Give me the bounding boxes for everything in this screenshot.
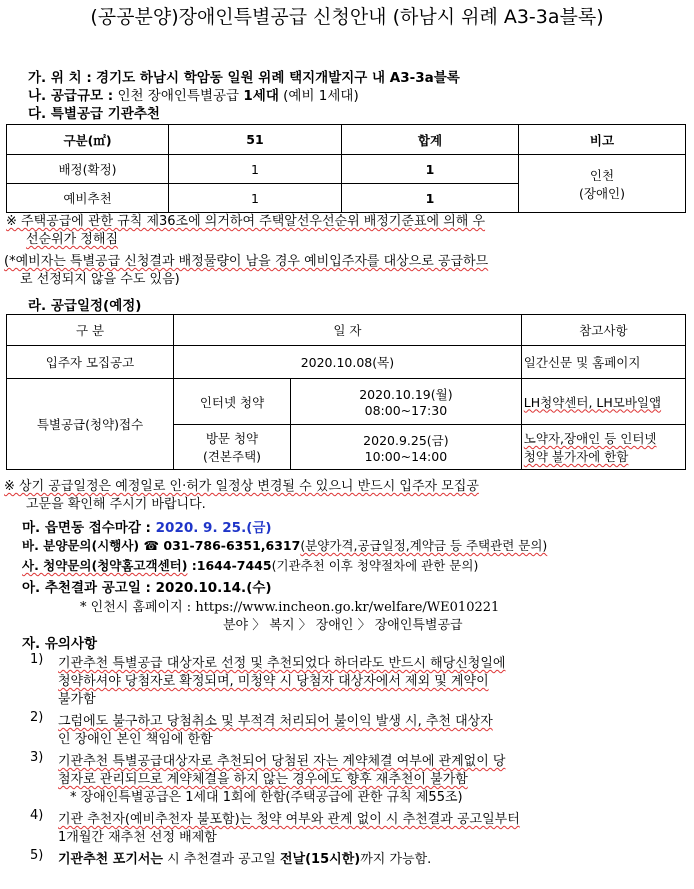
row-value-51: 1 — [169, 155, 342, 184]
date-visit-time: 10:00~14:00 — [364, 448, 448, 464]
table-row — [7, 155, 686, 184]
supply-scale-row — [28, 84, 359, 104]
ref-visit — [521, 425, 685, 470]
ref-visit-line2: 청약 불가자에 한함 — [523, 449, 629, 464]
col-header-remark: 비고 — [519, 125, 686, 155]
table-row — [7, 379, 686, 425]
supply-scale-post: (예비 1세대) — [278, 88, 359, 104]
col-header-type: 구분(㎡) — [7, 125, 169, 155]
deadline-value: 2020. 9. 25.(금) — [155, 520, 272, 536]
method-visit-line2: (견본주택) — [202, 449, 262, 464]
inquiry-developer-row — [22, 536, 547, 554]
note-reserve-line2: 로 선정되지 않을 수도 있음) — [20, 272, 180, 287]
table-row — [7, 346, 686, 379]
col-header-category: 구 분 — [7, 315, 174, 346]
col-header-51: 51 — [169, 125, 342, 155]
ref-visit-line1: 노약자,장애인 등 인터넷 — [523, 431, 657, 446]
waiver-deadline: 전날(15시한) — [280, 852, 361, 867]
row-total: 1 — [342, 155, 519, 184]
list-item-line: 그럼에도 불구하고 당첨취소 및 부적격 처리되어 불이익 발생 시, 추천 대상자 — [58, 714, 493, 729]
institution-recommend-heading: 다. 특별공급 기관추천 — [28, 106, 160, 122]
row-reference: 일간신문 및 홈페이지 — [521, 346, 685, 379]
precautions-heading: 자. 유의사항 — [22, 636, 98, 652]
deadline-row — [22, 516, 272, 536]
list-item-line — [58, 848, 431, 867]
allocation-table — [6, 124, 686, 213]
note-reserve-line1: (*예비자는 특별공급 신청결과 배정물량이 남을 경우 예비입주자를 대상으로 공급하므 — [4, 254, 489, 269]
list-item-line: 기관추천 특별공급대상자로 추천되어 당첨된 자는 계약체결 여부에 관계없이 당 — [58, 754, 506, 769]
col-header-reference: 참고사항 — [521, 315, 685, 346]
list-item-line: 인 장애인 본인 책임에 한함 — [58, 732, 213, 747]
list-item-line: 1개월간 재추천 선정 배제함 — [58, 830, 217, 845]
date-internet-day: 2020.10.19(월) — [359, 387, 453, 402]
announcement-value: 2020.10.14.(수) — [155, 580, 272, 596]
page-title: (공공분양)장애인특별공급 신청안내 (하남시 위례 A3-3a블록) — [90, 6, 604, 28]
list-item-line: * 장애인특별공급은 1세대 1회에 한함(주택공급에 관한 규칙 제55조) — [70, 790, 463, 805]
note-priority — [6, 213, 485, 249]
list-item-line: 청약하셔야 당첨자로 확정되며, 미청약 시 당첨자 대상자에서 제외 및 계약이 — [58, 674, 489, 689]
location-value: 경기도 하남시 학암동 일원 위례 택지개발지구 내 A3-3a블록 — [96, 70, 460, 86]
row-label: 예비추천 — [7, 184, 169, 213]
waiver-bold: 기관추천 포기서는 — [58, 852, 163, 867]
list-item-num: 1) — [30, 652, 44, 667]
supply-scale-bold: 1세대 — [243, 88, 279, 104]
date-visit-day: 2020.9.25(금) — [363, 432, 449, 448]
row-label: 배정(확정) — [7, 155, 169, 184]
row-total: 1 — [342, 184, 519, 213]
date-internet-time: 08:00~17:30 — [364, 403, 448, 418]
website-path: 분야 〉 복지 〉 장애인 〉 장애인특별공급 — [223, 618, 463, 633]
list-item-line: 첨자로 관리되므로 계약체결을 하지 않는 경우에도 향후 재추천이 불가함 — [58, 772, 468, 787]
inquiry-applyhome-value: :1644-7445 — [187, 558, 272, 573]
waiver-mid: 시 추천결과 공고일 — [163, 852, 280, 867]
location-label: 가. 위 치 : — [28, 70, 92, 86]
row-date: 2020.10.08(목) — [174, 346, 522, 379]
row-value-51: 1 — [169, 184, 342, 213]
inquiry-applyhome-label: 사. 청약문의(청약홈고객센터) — [22, 558, 188, 573]
location-row — [28, 66, 460, 86]
list-item-num: 5) — [30, 848, 44, 863]
waiver-end: 까지 가능함. — [360, 852, 432, 867]
note-schedule-line1: ※ 상기 공급일정은 예정일로 인·허가 일정상 변경될 수 있으니 반드시 입주자 모집공 — [4, 479, 479, 494]
ref-internet: LH청약센터, LH모바일앱 — [521, 379, 685, 425]
method-visit-line1: 방문 청약 — [205, 431, 259, 446]
website-line[interactable]: * 인천시 홈페이지 : https://www.incheon.go.kr/welfare/WE010221 — [80, 600, 500, 615]
note-schedule-line2: 고문을 확인해 주시기 바랍니다. — [26, 497, 206, 512]
remark-cell — [519, 155, 686, 213]
announcement-label: 아. 추천결과 공고일 : — [22, 580, 156, 596]
col-header-total: 합계 — [342, 125, 519, 155]
supply-scale-pre: 인천 장애인특별공급 — [117, 88, 244, 104]
supply-scale-label: 나. 공급규모 : — [28, 88, 114, 104]
deadline-label: 마. 읍면동 접수마감 : — [22, 520, 156, 536]
method-visit — [174, 425, 291, 470]
inquiry-applyhome-row — [22, 556, 478, 574]
announcement-row — [22, 576, 272, 596]
remark-line1: 인천 — [589, 167, 615, 183]
note-priority-line2: 선순위가 정해짐 — [26, 232, 119, 247]
schedule-table — [6, 314, 686, 470]
note-schedule — [4, 478, 479, 514]
row-label: 입주자 모집공고 — [7, 346, 174, 379]
inquiry-applyhome-detail: (기관추천 이후 청약절차에 관한 문의) — [271, 558, 479, 573]
list-item-num: 3) — [30, 750, 44, 765]
col-header-date: 일 자 — [174, 315, 522, 346]
list-item-line: 기관추천 특별공급 대상자로 선정 및 추천되었다 하더라도 반드시 해당신청일에 — [58, 656, 506, 671]
method-internet: 인터넷 청약 — [174, 379, 291, 425]
row-label: 특별공급(청약)접수 — [7, 379, 174, 470]
note-reserve — [4, 253, 488, 289]
inquiry-developer-detail: (분양가격,공급일정,계약금 등 주택관련 문의) — [300, 538, 548, 553]
date-internet — [291, 379, 522, 425]
note-priority-line1: ※ 주택공급에 관한 규칙 제36조에 의거하여 주택알선우선순위 배정기준표에 의해 우 — [6, 214, 486, 229]
inquiry-developer-phone: ☎ 031-786-6351,6317 — [139, 538, 301, 553]
list-item-num: 2) — [30, 710, 44, 725]
date-visit — [291, 425, 522, 470]
inquiry-developer-label: 바. 분양문의(시행사) — [22, 538, 140, 553]
schedule-heading: 라. 공급일정(예정) — [28, 298, 142, 314]
list-item-num: 4) — [30, 808, 44, 823]
list-item-line: 기관 추천자(예비추천자 불포함)는 청약 여부와 관계 없이 시 추천결과 공고일부터 — [58, 812, 520, 827]
remark-line2: (장애인) — [579, 185, 625, 201]
list-item-line: 불가함 — [58, 692, 96, 707]
